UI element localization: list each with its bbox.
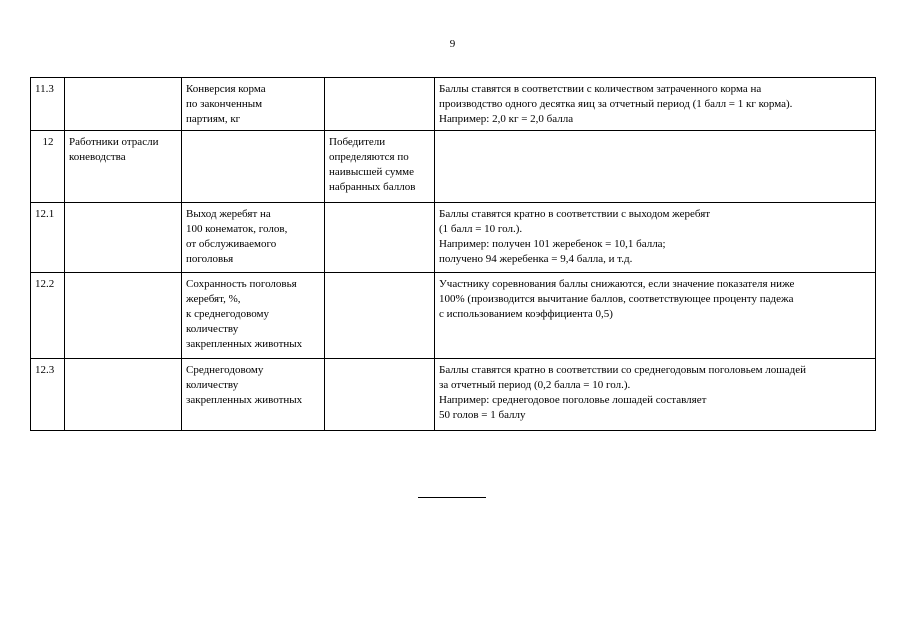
category-cell	[65, 78, 182, 131]
category-cell	[65, 273, 182, 359]
table-row	[31, 359, 876, 431]
criteria-table	[30, 77, 876, 431]
scoring-cell: Баллы ставятся в соответствии с количеством затраченного корма на производство одного десятка яиц за отчетный период (1 балл = 1 кг корма). Например: 2,0 кг = 2,0 балла	[435, 78, 876, 131]
row-number-cell: 12	[31, 131, 65, 203]
winners-cell	[325, 359, 435, 431]
winners-cell	[325, 203, 435, 273]
category-cell: Работники отрасли коневодства	[65, 131, 182, 203]
scoring-cell: Участнику соревнования баллы снижаются, если значение показателя ниже 100% (производится вычитание баллов, соответствующее проценту падежа с использованием коэффициента 0,5)	[435, 273, 876, 359]
table-row	[31, 78, 876, 131]
table-row	[31, 203, 876, 273]
category-cell	[65, 359, 182, 431]
winners-cell	[325, 273, 435, 359]
indicator-cell	[182, 131, 325, 203]
scoring-cell: Баллы ставятся кратно в соответствии с выходом жеребят (1 балл = 10 гол.). Например: получен 101 жеребенок = 10,1 балла; получено 94 жеребенка = 9,4 балла, и т.д.	[435, 203, 876, 273]
winners-cell: Победители определяются по наивысшей сумме набранных баллов	[325, 131, 435, 203]
indicator-cell: Среднегодовому количеству закрепленных животных	[182, 359, 325, 431]
indicator-cell: Конверсия корма по законченным партиям, кг	[182, 78, 325, 131]
table-row	[31, 273, 876, 359]
row-number-cell: 11.3	[31, 78, 65, 131]
row-number-cell: 12.3	[31, 359, 65, 431]
row-number-cell: 12.1	[31, 203, 65, 273]
scoring-cell: Баллы ставятся кратно в соответствии со среднегодовым поголовьем лошадей за отчетный период (0,2 балла = 10 гол.). Например: среднегодовое поголовье лошадей составляет 50 голов = 1 баллу	[435, 359, 876, 431]
row-number-cell: 12.2	[31, 273, 65, 359]
table-row	[31, 131, 876, 203]
category-cell	[65, 203, 182, 273]
winners-cell	[325, 78, 435, 131]
indicator-cell: Сохранность поголовья жеребят, %, к среднегодовому количеству закрепленных животных	[182, 273, 325, 359]
scoring-cell	[435, 131, 876, 203]
page-number: 9	[449, 38, 456, 50]
footnote-divider	[418, 497, 486, 498]
indicator-cell: Выход жеребят на 100 конематок, голов, от обслуживаемого поголовья	[182, 203, 325, 273]
